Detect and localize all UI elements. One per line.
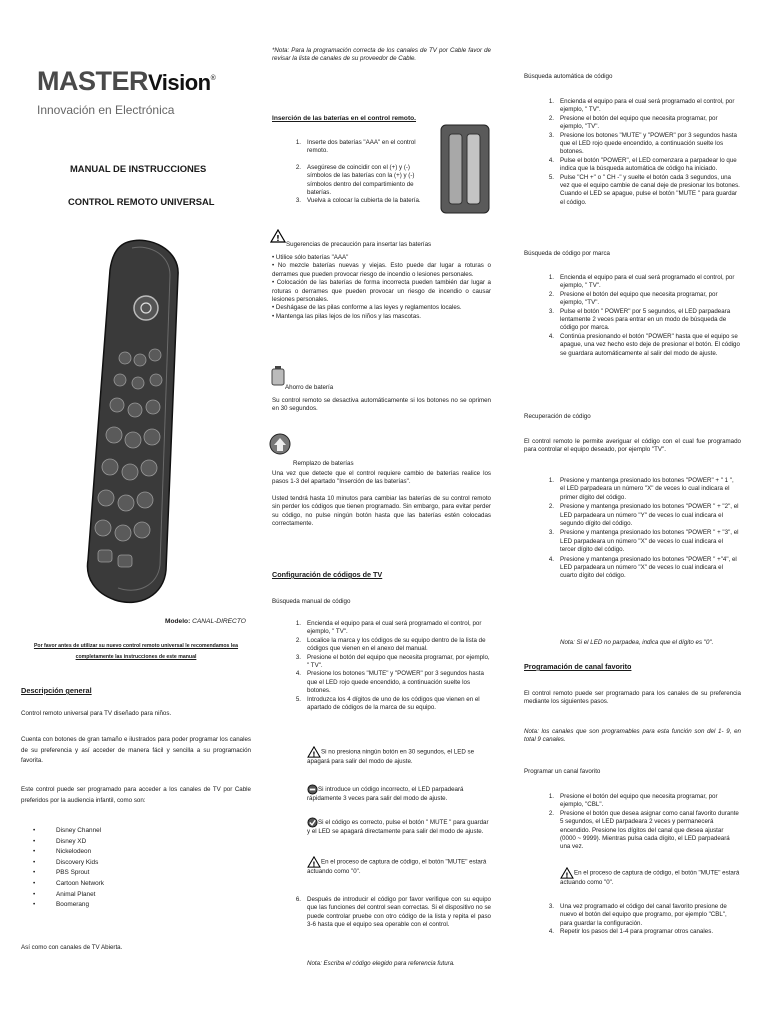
read-first-notice: Por favor antes de utilizar su nuevo control remoto universal le recomendamos lea completamente las instrucciones de este manual (33, 643, 239, 660)
config-note-3: Si el código es correcto, pulse el botón " MUTE " para guardar y el LED se apagará directamente para salir del modo de ajuste. (307, 817, 491, 836)
model-value: CANAL-DIRECTO (192, 618, 246, 625)
brand-word-master: MASTER (37, 66, 148, 96)
list-item: 6. Después de introducir el código por favor verifique con su equipo que las funciones del control sean correctas. Si el dispositivo no se puede controlar pruebe con otro código de la lista y repita el paso 3-6 hasta que el equipo sea operable con el control. (295, 896, 491, 929)
doc-title: MANUAL DE INSTRUCCIONES (70, 163, 207, 174)
config-note-4: ! En el proceso de captura de código, el botón "MUTE" estará actuando como "0". (307, 856, 491, 876)
list-item: 3. Vuelva a colocar la cubierta de la batería. (295, 197, 421, 205)
precautions-list (272, 254, 491, 321)
list-item: 2. Presione y mantenga presionado los botones "POWER " + "2", el LED parpadeara un número "Y" de veces lo cual indicara el segundo dígito del código. (548, 503, 739, 528)
fav-warning: ! En el proceso de captura de código, el botón "MUTE" estará actuando como "0". (560, 867, 740, 887)
replace-heading: Remplazo de baterías (293, 460, 354, 467)
replace-p2: Usted tendrá hasta 10 minutos para cambiar las baterías de su control remoto sin perder los códigos que tienen programado. Sin embargo, para evitar perder su código, no pulse ningún botón hasta que las baterías estén colocadas correctamente. (272, 495, 491, 528)
list-item: • Boomerang (56, 900, 236, 911)
svg-text:!: ! (312, 750, 316, 758)
saving-heading: Ahorro de batería (285, 384, 334, 391)
recovery-note: Nota: Si el LED no parpadea, indica que el dígito es "0". (560, 639, 714, 646)
list-item: 2. Presione el botón del equipo que necesita programar, por ejemplo, "TV". (548, 290, 718, 307)
power-button (134, 296, 158, 320)
list-item: 4. Repetir los pasos del 1-4 para programar otros canales. (548, 928, 714, 936)
list-item: • Disney XD (56, 837, 236, 848)
warning-icon (270, 229, 286, 248)
registered-mark: ® (210, 75, 216, 82)
model-line (165, 618, 246, 626)
list-item: 1. Encienda el equipo para el cual será programado el control, por ejemplo, " TV". (295, 620, 482, 636)
list-item: • PBS Sprout (56, 868, 236, 879)
list-item: 4. Continúa presionando el botón "POWER" hasta que el equipo se apague, una vez hecho esto deje de presionar el botón. El código se guardara automáticamente al salir del modo de ajuste. (548, 332, 740, 357)
list-item: 3. Presione los botones "MUTE" y "POWER" por 3 segundos hasta que el LED rojo quede encendido, a continuación suelte los botones. (548, 131, 737, 156)
fav-steps (548, 793, 740, 852)
desc-p4: Así como con canales de TV Abierta. (21, 944, 123, 951)
auto-search-steps (548, 98, 740, 207)
list-item: • Nickelodeon (56, 847, 236, 858)
list-item: 4. Pulse el botón "POWER", el LED comenzara a parpadear lo que indica que la búsqueda automática de código ha iniciado. (548, 156, 737, 173)
desc-p2: Cuenta con botones de gran tamaño e ilustrados para poder programar los canales de su preferencia y así acceder de manera fácil y sencilla a su programación favorita. (21, 736, 251, 765)
replace-p1: Una vez que detecte que el control requiere cambio de baterías realice los pasos 1-3 del apartado "Inserción de las baterías". (272, 470, 491, 486)
brand-search-steps (548, 274, 740, 358)
desc-p3: Este control puede ser programado para acceder a los canales de TV por Cable preferidos por la audiencia infantil, como son: (21, 786, 251, 804)
list-item: 4. Presione y mantenga presionado los botones "POWER " +"4", el LED parpadeara un número "X" de veces lo cual indicara el cuarto dígito del código. (548, 555, 737, 580)
warning-icon (307, 856, 321, 868)
config-note-2: Si introduce un código incorrecto, el LED parpadeará rápidamente 3 veces para salir del modo de ajuste. (307, 784, 491, 803)
fav-intro: El control remoto puede ser programado para los canales de su preferencia mediante los siguientes pasos. (524, 690, 741, 706)
svg-text:!: ! (312, 860, 316, 868)
svg-text:!: ! (565, 871, 569, 879)
list-item: • Discovery Kids (56, 858, 236, 869)
desc-p1: Control remoto universal para TV diseñado para niños. (21, 710, 172, 717)
list-item: 2. Presione el botón que desea asignar como canal favorito durante 5 segundos, el LED parpadeara 2 veces y permanecerá encendido. Presione los dígitos del canal que desea ajustar (0000 ~ 9999). Mientras pulsa cada dígito, el LED parpadeará una vez. (548, 809, 739, 851)
brand-search-label: Búsqueda de código por marca (524, 250, 610, 257)
list-item: • Cartoon Network (56, 879, 236, 890)
manual-steps (295, 620, 491, 712)
saving-text: Su control remoto se desactiva automáticamente si los botones no se oprimen en 30 segundos. (272, 397, 491, 413)
no-entry-icon (307, 784, 318, 795)
auto-search-label: Búsqueda automática de código (524, 73, 613, 80)
brand-logo (37, 66, 237, 126)
battery-steps (295, 139, 435, 206)
config-heading: Configuración de códigos de TV (272, 570, 383, 579)
list-item: • Deshágase de las pilas conforme a las leyes y reglamentos locales. (272, 304, 462, 312)
fav-heading: Programación de canal favorito (524, 662, 632, 671)
brand-word-vision: Vision (148, 70, 211, 95)
warning-icon (307, 746, 321, 758)
list-item: 1. Presione el botón del equipo que necesita programar, por ejemplo, "CBL". (548, 793, 718, 809)
manual-search-label: Búsqueda manual de código (272, 598, 351, 605)
list-item: 2. Presione el botón del equipo que necesita programar, por ejemplo, "TV". (548, 114, 718, 131)
fav-steps-2 (548, 903, 740, 937)
list-item: 1. Presione y mantenga presionado los botones "POWER" + " 1 ", el LED parpadeara un número "X" de veces lo cual indicara el primer dígito del código. (548, 477, 734, 501)
list-item: 1. Inserte dos baterías "AAA" en el control remoto. (295, 139, 416, 155)
model-label: Modelo: (165, 618, 191, 625)
recovery-intro: El control remoto le permite averiguar el código con el cual fue programado para controlar el equipo deseado, por ejemplo "TV". (524, 438, 741, 454)
list-item: 4. Presione los botones "MUTE" y "POWER" por 3 segundos hasta que el LED rojo quede encendido, a continuación suelte los botones. (295, 670, 484, 695)
list-item: • Animal Planet (56, 890, 236, 901)
desc-heading: Descripción general (21, 686, 92, 695)
list-item: 5. Pulse "CH +" o " CH -" y suelte el botón cada 3 segundos, una vez que el equipo cambie de canal deje de presionar los botones. Cuando el LED se apague, pulse el botón "MUTE " para guardar el código. (548, 173, 740, 206)
list-item: 3. Pulse el botón " POWER" por 5 segundos, el LED parpadeara lentamente 2 veces para entrar en un modo de búsqueda de código por marca. (548, 307, 731, 332)
list-item: • Utilice sólo baterías "AAA" (272, 254, 349, 261)
fav-label: Programar un canal favorito (524, 768, 601, 775)
list-item: 2. Asegúrese de coincidir con el (+) y (-) símbolos de las baterías con la (+) y (-) símbolos dentro del compartimiento de baterías. (295, 163, 415, 197)
list-item: • Mantenga las pilas lejos de los niños y las mascotas. (272, 312, 422, 320)
brand-tagline: Innovación en Electrónica (37, 103, 175, 117)
svg-text:!: ! (276, 234, 280, 243)
precautions-heading: Sugerencias de precaución para insertar las baterías (286, 241, 432, 248)
remote-control-image (70, 230, 210, 615)
list-item: • Disney Channel (56, 826, 236, 837)
battery-icon (271, 366, 285, 391)
recycle-icon (268, 432, 292, 461)
list-item: 3. Presione el botón del equipo que necesita programar, por ejemplo, " TV". (295, 653, 490, 670)
check-icon (307, 817, 318, 828)
list-item: • Colocación de las baterías de forma incorrecta pueden también dar lugar a roturas o derrames que pueden provocar un riesgo de incendio o causar lesiones personales. (272, 279, 491, 304)
list-item: • No mezcle baterías nuevas y viejas. Esto puede dar lugar a roturas o derrames que pueden provocar riesgo de incendio o lesiones personales. (272, 262, 491, 278)
warning-icon (560, 867, 574, 879)
manual-step-6 (295, 896, 491, 930)
list-item: 1. Encienda el equipo para el cual será programado el control, por ejemplo, " TV". (548, 274, 735, 290)
config-note-1: ! Si no presiona ningún botón en 30 segundos, el LED se apagará para salir del modo de ajuste. (307, 746, 491, 766)
cable-note: *Nota: Para la programación correcta de los canales de TV por Cable favor de revisar la lista de canales de su proveedor de Cable. (272, 47, 491, 63)
channel-list (56, 826, 236, 911)
list-item: 1. Encienda el equipo para el cual será programado el control, por ejemplo, " TV". (548, 98, 735, 114)
config-final-note: Nota: Escriba el código elegido para referencia futura. (307, 960, 455, 967)
list-item: 3. Una vez programado el código del canal favorito presione de nuevo el botón del equipo que programo, por ejemplo "CBL", para guardar la configuración. (548, 903, 727, 927)
recovery-steps (548, 477, 740, 581)
list-item: 5. Introduzca los 4 dígitos de uno de los códigos que vienen en el apartado de códigos de la marca de su equipo. (295, 695, 480, 712)
list-item: 2. Localice la marca y los códigos de su equipo dentro de la lista de códigos que vienen en el anexo del manual. (295, 636, 486, 653)
doc-subtitle: CONTROL REMOTO UNIVERSAL (68, 196, 215, 207)
recovery-label: Recuperación de código (524, 413, 591, 420)
list-item: 3. Presione y mantenga presionado los botones "POWER " + "3", el LED parpadeara un número "X" de veces lo cual indicara el tercer dígito del código. (548, 529, 739, 554)
battery-compartment-image (440, 124, 490, 214)
fav-note: Nota: los canales que son programables para esta función son del 1- 9, en total 9 canales. (524, 728, 741, 744)
battery-heading: Inserción de las baterías en el control remoto. (272, 115, 417, 122)
